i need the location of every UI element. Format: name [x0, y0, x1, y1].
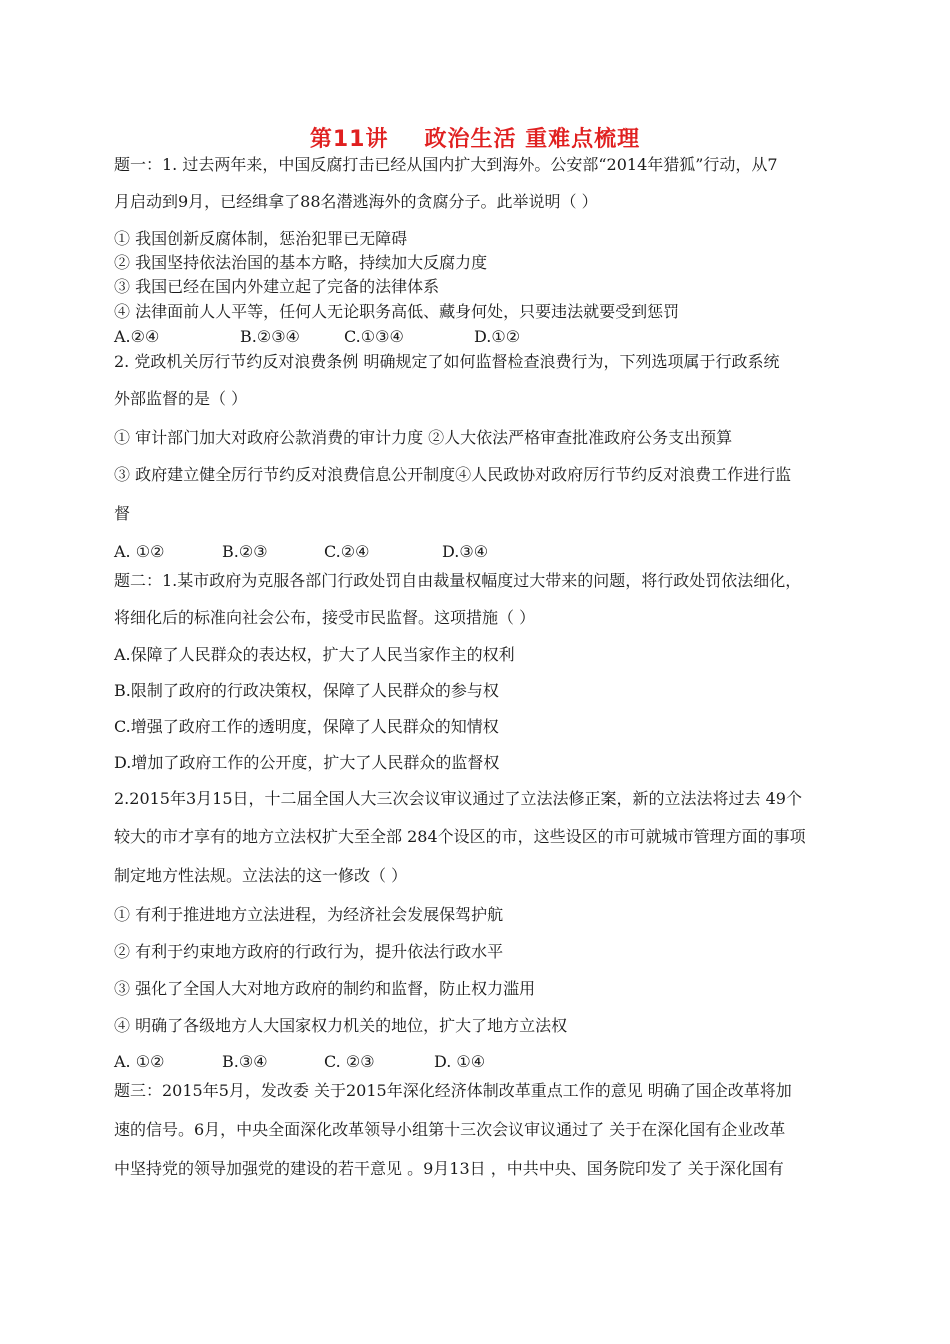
q3-stem-line2: 速的信号。6月，中央全面深化改革领导小组第十三次会议审议通过了 关于在深化国有企业改革: [114, 1120, 786, 1139]
option: C.①③④: [344, 327, 404, 346]
option: C. ②③: [324, 1052, 375, 1071]
q1-2-items-line2: ③ 政府建立健全厉行节约反对浪费信息公开制度④人民政协对政府厉行节约反对浪费工作进行监: [114, 465, 792, 484]
q1-2-options: [114, 541, 488, 563]
q2-1-option: B.限制了政府的行政决策权，保障了人民群众的参与权: [114, 681, 499, 700]
q1-2-stem-line2: 外部监督的是（ ）: [114, 389, 248, 408]
q3-stem-line3: 中坚持党的领导加强党的建设的若干意见 。9月13日 ，中共中央、国务院印发了 关于深化国有: [114, 1159, 784, 1178]
q2-2-item: ② 有利于约束地方政府的行政行为，提升依法行政水平: [114, 942, 504, 961]
option: C.②④: [324, 542, 370, 561]
q2-1-option: D.增加了政府工作的公开度，扩大了人民群众的监督权: [114, 753, 500, 772]
q1-2-items-line3: 督: [114, 504, 131, 523]
q3-stem-line1: 题三：2015年5月，发改委 关于2015年深化经济体制改革重点工作的意见 明确了国企改革将加: [114, 1081, 792, 1100]
q1-2-items-line1: ① 审计部门加大对政府公款消费的审计力度 ②人大依法严格审查批准政府公务支出预算: [114, 428, 733, 447]
lecture-topic: 政治生活 重难点梳理: [424, 127, 641, 152]
option: D.①②: [474, 327, 521, 346]
option: A.②④: [114, 327, 160, 346]
q2-2-item: ③ 强化了全国人大对地方政府的制约和监督，防止权力滥用: [114, 979, 536, 998]
q1-1-options: [114, 326, 520, 348]
q2-2-item: ① 有利于推进地方立法进程，为经济社会发展保驾护航: [114, 905, 504, 924]
q1-1-stem-line1: 题一：1. 过去两年来，中国反腐打击已经从国内扩大到海外。公安部“2014年猎狐”行动，从7: [114, 155, 778, 174]
option: B.③④: [222, 1052, 268, 1071]
option: B.②③: [222, 542, 268, 561]
option: B.②③④: [240, 327, 300, 346]
q1-2-stem-line1: 2. 党政机关厉行节约反对浪费条例 明确规定了如何监督检查浪费行为，下列选项属于行政系统: [114, 352, 780, 371]
option: D. ①④: [434, 1052, 486, 1071]
q2-1-stem-line1: 题二：1.某市政府为克服各部门行政处罚自由裁量权幅度过大带来的问题，将行政处罚依法细化，: [114, 571, 802, 590]
q2-1-option: C.增强了政府工作的透明度，保障了人民群众的知情权: [114, 717, 499, 736]
q2-2-options: [114, 1051, 485, 1073]
q1-1-stem-line2: 月启动到9月，已经缉拿了88名潜逃海外的贪腐分子。此举说明（ ）: [114, 192, 598, 211]
lecture-title: [0, 122, 950, 153]
q1-1-item: ② 我国坚持依法治国的基本方略，持续加大反腐力度: [114, 253, 488, 272]
q2-2-item: ④ 明确了各级地方人大国家权力机关的地位，扩大了地方立法权: [114, 1016, 568, 1035]
q1-1-item: ① 我国创新反腐体制，惩治犯罪已无障碍: [114, 229, 408, 248]
q2-2-stem-line2: 较大的市才享有的地方立法权扩大至全部 284个设区的市，这些设区的市可就城市管理方面的事项: [114, 827, 806, 846]
q2-1-stem-line2: 将细化后的标准向社会公布，接受市民监督。这项措施（ ）: [114, 608, 536, 627]
option: D.③④: [442, 542, 489, 561]
q2-2-stem-line3: 制定地方性法规。立法法的这一修改（ ）: [114, 866, 408, 885]
q2-1-option: A.保障了人民群众的表达权，扩大了人民当家作主的权利: [114, 645, 515, 664]
option: A. ①②: [114, 1052, 165, 1071]
option: A. ①②: [114, 542, 165, 561]
q2-2-stem-line1: 2.2015年3月15日，十二届全国人大三次会议审议通过了立法法修正案，新的立法法将过去 49个: [114, 789, 802, 808]
q1-1-item: ③ 我国已经在国内外建立起了完备的法律体系: [114, 277, 440, 296]
q1-1-item: ④ 法律面前人人平等，任何人无论职务高低、藏身何处，只要违法就要受到惩罚: [114, 302, 680, 321]
lecture-number: 第11讲: [309, 127, 389, 152]
